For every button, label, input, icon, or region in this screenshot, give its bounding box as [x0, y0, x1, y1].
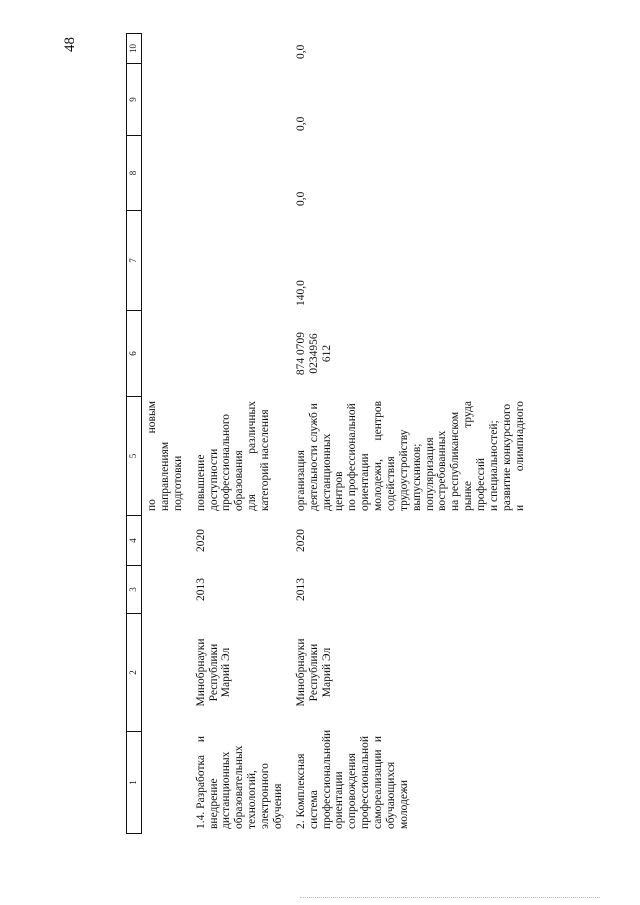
budget-code-cell: 874 0709 0234956 612	[294, 331, 333, 376]
executor-cell: Минобрнауки Республики Марий Эл	[294, 638, 333, 707]
header-cell: 9	[127, 64, 142, 136]
rotated-table-container	[126, 34, 640, 834]
value-cell: 0,0	[294, 191, 307, 206]
continuation-text: по новым направлениям подготовки	[146, 401, 184, 511]
program-table	[126, 33, 529, 834]
header-cell: 8	[127, 136, 142, 211]
end-year-cell: 2020	[194, 529, 207, 552]
expected-result-cell: повышение доступности профессионального образования для различных категорий населения	[194, 401, 271, 511]
budget-code-cell	[187, 311, 287, 397]
footer-divider	[300, 897, 600, 898]
table-row	[187, 34, 287, 834]
header-cell: 2	[127, 614, 142, 732]
header-cell: 6	[127, 311, 142, 397]
value-cell: 0,0	[294, 116, 307, 131]
header-cell: 3	[127, 566, 142, 614]
measure-name-cell: 2. Комплексная система профессиональной и ориентации сопровождения профессиональной самореализации и обучающихся молодежи	[294, 729, 410, 829]
value-cell	[187, 211, 287, 311]
header-cell: 7	[127, 211, 142, 311]
start-year-cell: 2013	[294, 578, 307, 601]
header-cell: 4	[127, 516, 142, 566]
value-cell: 140,0	[294, 280, 307, 306]
table-row	[287, 34, 529, 834]
value-cell	[187, 136, 287, 211]
start-year-cell: 2013	[194, 578, 207, 601]
header-cell: 5	[127, 397, 142, 516]
header-cell: 1	[127, 732, 142, 834]
continuation-row	[142, 34, 187, 834]
value-cell	[187, 64, 287, 136]
executor-cell: Минобрнауки Республики Марий Эл	[194, 638, 233, 707]
end-year-cell: 2020	[294, 529, 307, 552]
header-row	[127, 34, 142, 834]
value-cell: 0,0	[294, 44, 307, 59]
expected-result-cell: организация деятельности служб и дистанционных центров по профессиональной ориентации молодежи, центров содействия трудоустройству выпускников; популяризация востребованных на республиканском рынке труда профессий и специальностей; развитие конкурсного и олимпиадного	[294, 401, 526, 511]
measure-name-cell: 1.4. Разработка и внедрение дистанционных образовательных технологий, электронного обучения	[194, 736, 284, 829]
value-cell	[187, 34, 287, 64]
page-number: 48	[62, 37, 78, 52]
header-cell: 10	[127, 34, 142, 64]
